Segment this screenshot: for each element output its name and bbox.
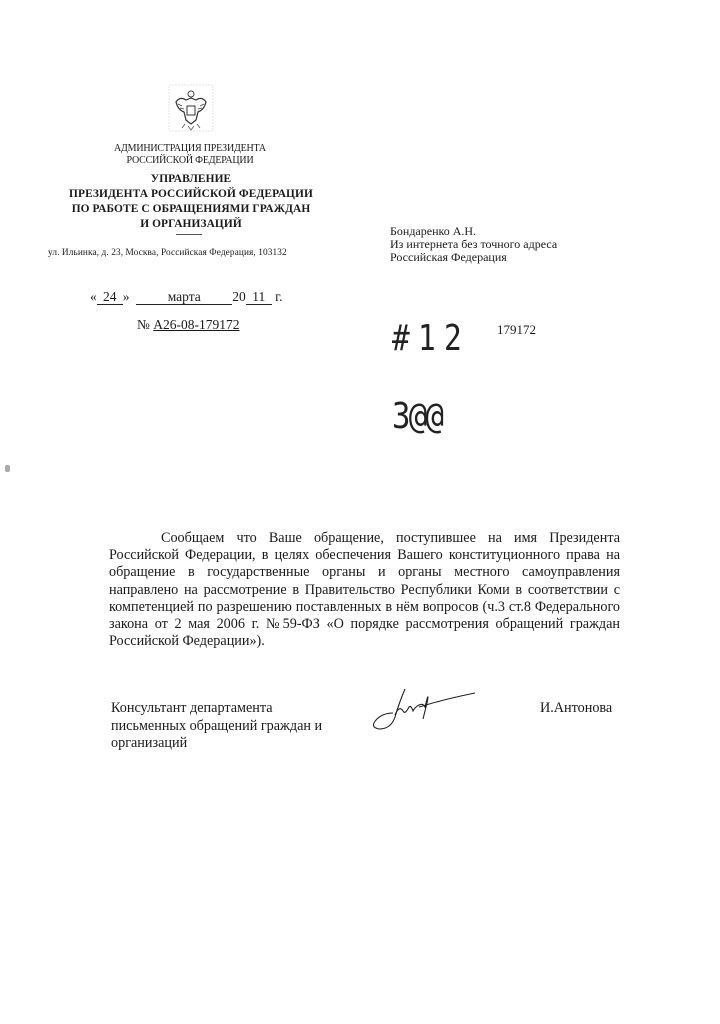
date-day: 24 bbox=[97, 290, 123, 305]
date-year-prefix: 20 bbox=[232, 289, 246, 304]
letter-body bbox=[109, 530, 620, 650]
department-title-line4: И ОРГАНИЗАЦИЙ bbox=[140, 218, 242, 230]
recipient-block bbox=[390, 225, 557, 264]
recipient-name: Бондаренко А.Н. bbox=[390, 224, 477, 238]
department-title-line2: ПРЕЗИДЕНТА РОССИЙСКОЙ ФЕДЕРАЦИИ bbox=[69, 188, 313, 200]
department-title-line1: УПРАВЛЕНИЕ bbox=[150, 173, 232, 185]
recipient-address: Из интернета без точного адреса bbox=[390, 237, 558, 251]
position-line3: организаций bbox=[111, 735, 188, 751]
registration-number bbox=[137, 317, 240, 333]
divider bbox=[176, 234, 202, 235]
date-close-quote: » bbox=[122, 289, 130, 304]
date-line bbox=[90, 289, 283, 305]
stamp-line2: 3@@ bbox=[392, 396, 443, 437]
stamp-line1: #12 bbox=[392, 318, 470, 359]
sender-address: ул. Ильинка, д. 23, Москва, Российская Федерация, 103132 bbox=[48, 248, 287, 258]
scan-speck bbox=[5, 465, 10, 472]
registration-number-value: А26-08-179172 bbox=[153, 317, 240, 332]
handwritten-signature bbox=[365, 685, 485, 735]
date-month: марта bbox=[136, 290, 232, 305]
body-paragraph: Сообщаем что Ваше обращение, поступившее на имя Президента Российской Федерации, в целях обеспечения Вашего конституционного права на обращение в государственные органы и органы местного самоуправления направлено на рассмотрение в Правительство Республики Коми в соответствии с компетенцией по разрешению поставленных в нём вопросов (ч.3 ст.8 Федерального закона от 2 мая 2006 г. №59-ФЗ «О порядке рассмотрения обращений граждан Российской Федерации»). bbox=[109, 530, 620, 650]
position-line2: письменных обращений граждан и bbox=[111, 717, 323, 734]
position-line1: Консультант департамента bbox=[111, 700, 273, 716]
date-open-quote: « bbox=[90, 289, 97, 304]
recipient-country: Российская Федерация bbox=[390, 250, 507, 264]
admin-title-line2: РОССИЙСКОЙ ФЕДЕРАЦИИ bbox=[126, 155, 254, 166]
signatory-position bbox=[111, 700, 322, 753]
stamp-reg-number: 179172 bbox=[497, 322, 536, 337]
number-sign: № bbox=[137, 317, 150, 332]
date-year-suffix: 11 bbox=[246, 290, 272, 305]
department-title-line3: ПО РАБОТЕ С ОБРАЩЕНИЯМИ ГРАЖДАН bbox=[71, 203, 311, 215]
signatory-name: И.Антонова bbox=[540, 700, 613, 716]
coat-of-arms-emblem bbox=[168, 84, 214, 134]
date-year-mark: г. bbox=[275, 289, 283, 304]
admin-title-line1: АДМИНИСТРАЦИЯ ПРЕЗИДЕНТА bbox=[114, 143, 266, 154]
